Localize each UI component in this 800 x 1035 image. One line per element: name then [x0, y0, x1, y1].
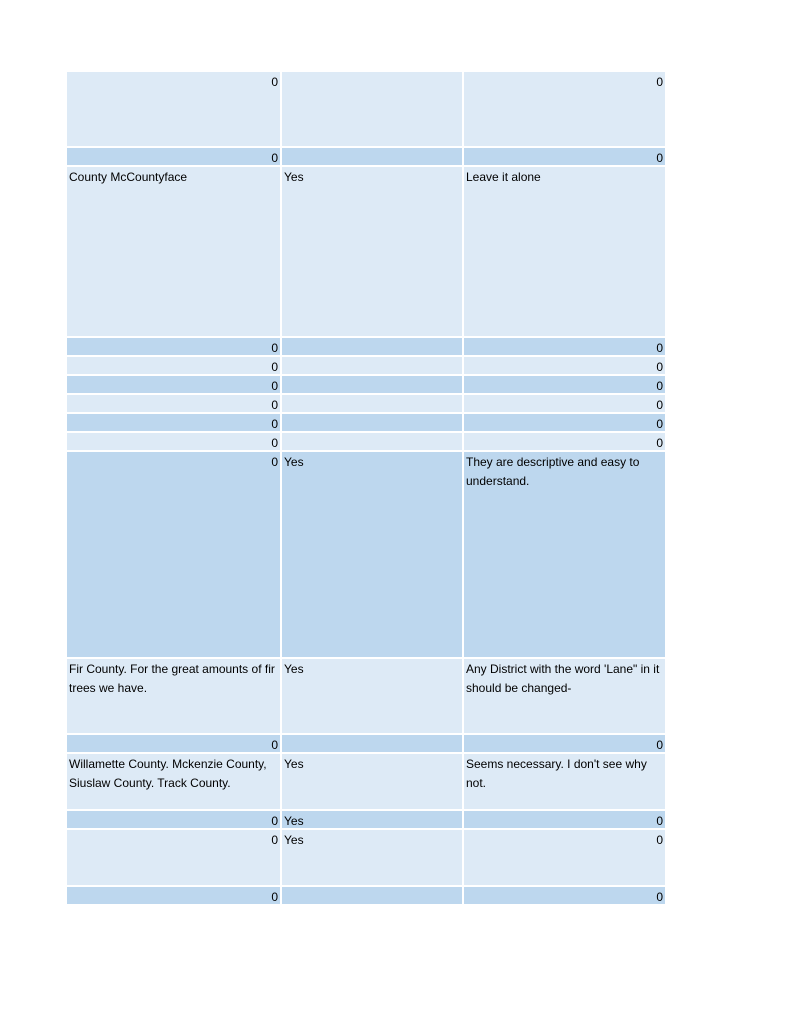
table-row — [67, 659, 665, 735]
table-cell-col3: 0 — [462, 830, 665, 885]
table-cell-col2 — [280, 433, 462, 450]
table-cell-col1: 0 — [271, 379, 278, 393]
table-cell-col2 — [280, 148, 462, 165]
table-cell-col2 — [280, 735, 462, 752]
table-row — [67, 357, 665, 376]
table-cell-col1: 0 — [271, 436, 278, 450]
table-cell-col2: Yes — [280, 452, 462, 657]
table-cell-col1: 0 — [271, 360, 278, 374]
table-row — [67, 376, 665, 395]
table-cell-col1: 0 — [271, 814, 278, 828]
table-cell-col1: 0 — [271, 341, 278, 355]
table-cell-col2: Yes — [280, 754, 462, 809]
table-cell-col1: 0 — [271, 151, 278, 165]
table-cell-col2: Yes — [280, 659, 462, 733]
table-cell-col3: Leave it alone — [462, 167, 665, 336]
table-row — [67, 433, 665, 452]
table-cell-col3: 0 — [462, 338, 665, 355]
table-cell-col3: 0 — [462, 148, 665, 165]
table-row — [67, 830, 665, 887]
table-cell-col2: Yes — [280, 811, 462, 828]
table-row — [67, 887, 665, 906]
table-cell-col3: 0 — [462, 72, 665, 146]
table-cell-col3: 0 — [462, 414, 665, 431]
table-row — [67, 754, 665, 811]
table-cell-col3: 0 — [462, 357, 665, 374]
table-row — [67, 452, 665, 659]
table-row — [67, 167, 665, 338]
table-row — [67, 148, 665, 167]
table-cell-col1: 0 — [271, 890, 278, 904]
spreadsheet-table — [67, 72, 665, 906]
table-cell-col1: 0 — [271, 738, 278, 752]
table-row — [67, 735, 665, 754]
table-cell-col1: 0 — [271, 455, 278, 469]
table-cell-col3: Seems necessary. I don't see why not. — [462, 754, 665, 809]
table-cell-col2 — [280, 887, 462, 904]
table-cell-col2 — [280, 72, 462, 146]
table-cell-col1: 0 — [271, 833, 278, 847]
table-cell-col3: 0 — [462, 395, 665, 412]
table-row — [67, 414, 665, 433]
table-cell-col1: 0 — [271, 75, 278, 89]
table-row — [67, 72, 665, 148]
table-cell-col2: Yes — [280, 167, 462, 336]
table-row — [67, 811, 665, 830]
table-cell-col3: 0 — [462, 433, 665, 450]
table-cell-col2: Yes — [280, 830, 462, 885]
table-cell-col1: Willamette County. Mckenzie County, Siuslaw County. Track County. — [69, 757, 267, 790]
table-cell-col3: 0 — [462, 376, 665, 393]
table-row — [67, 395, 665, 414]
table-cell-col1: 0 — [271, 417, 278, 431]
table-cell-col2 — [280, 414, 462, 431]
table-cell-col1: Fir County. For the great amounts of fir trees we have. — [69, 662, 275, 695]
table-cell-col2 — [280, 338, 462, 355]
table-cell-col2 — [280, 395, 462, 412]
table-cell-col2 — [280, 357, 462, 374]
table-row — [67, 338, 665, 357]
table-cell-col3: They are descriptive and easy to understand. — [462, 452, 665, 657]
table-cell-col3: Any District with the word 'Lane" in it should be changed- — [462, 659, 665, 733]
table-cell-col1: 0 — [271, 398, 278, 412]
table-cell-col3: 0 — [462, 811, 665, 828]
table-cell-col3: 0 — [462, 887, 665, 904]
table-cell-col1: County McCountyface — [69, 170, 188, 184]
table-cell-col3: 0 — [462, 735, 665, 752]
table-cell-col2 — [280, 376, 462, 393]
